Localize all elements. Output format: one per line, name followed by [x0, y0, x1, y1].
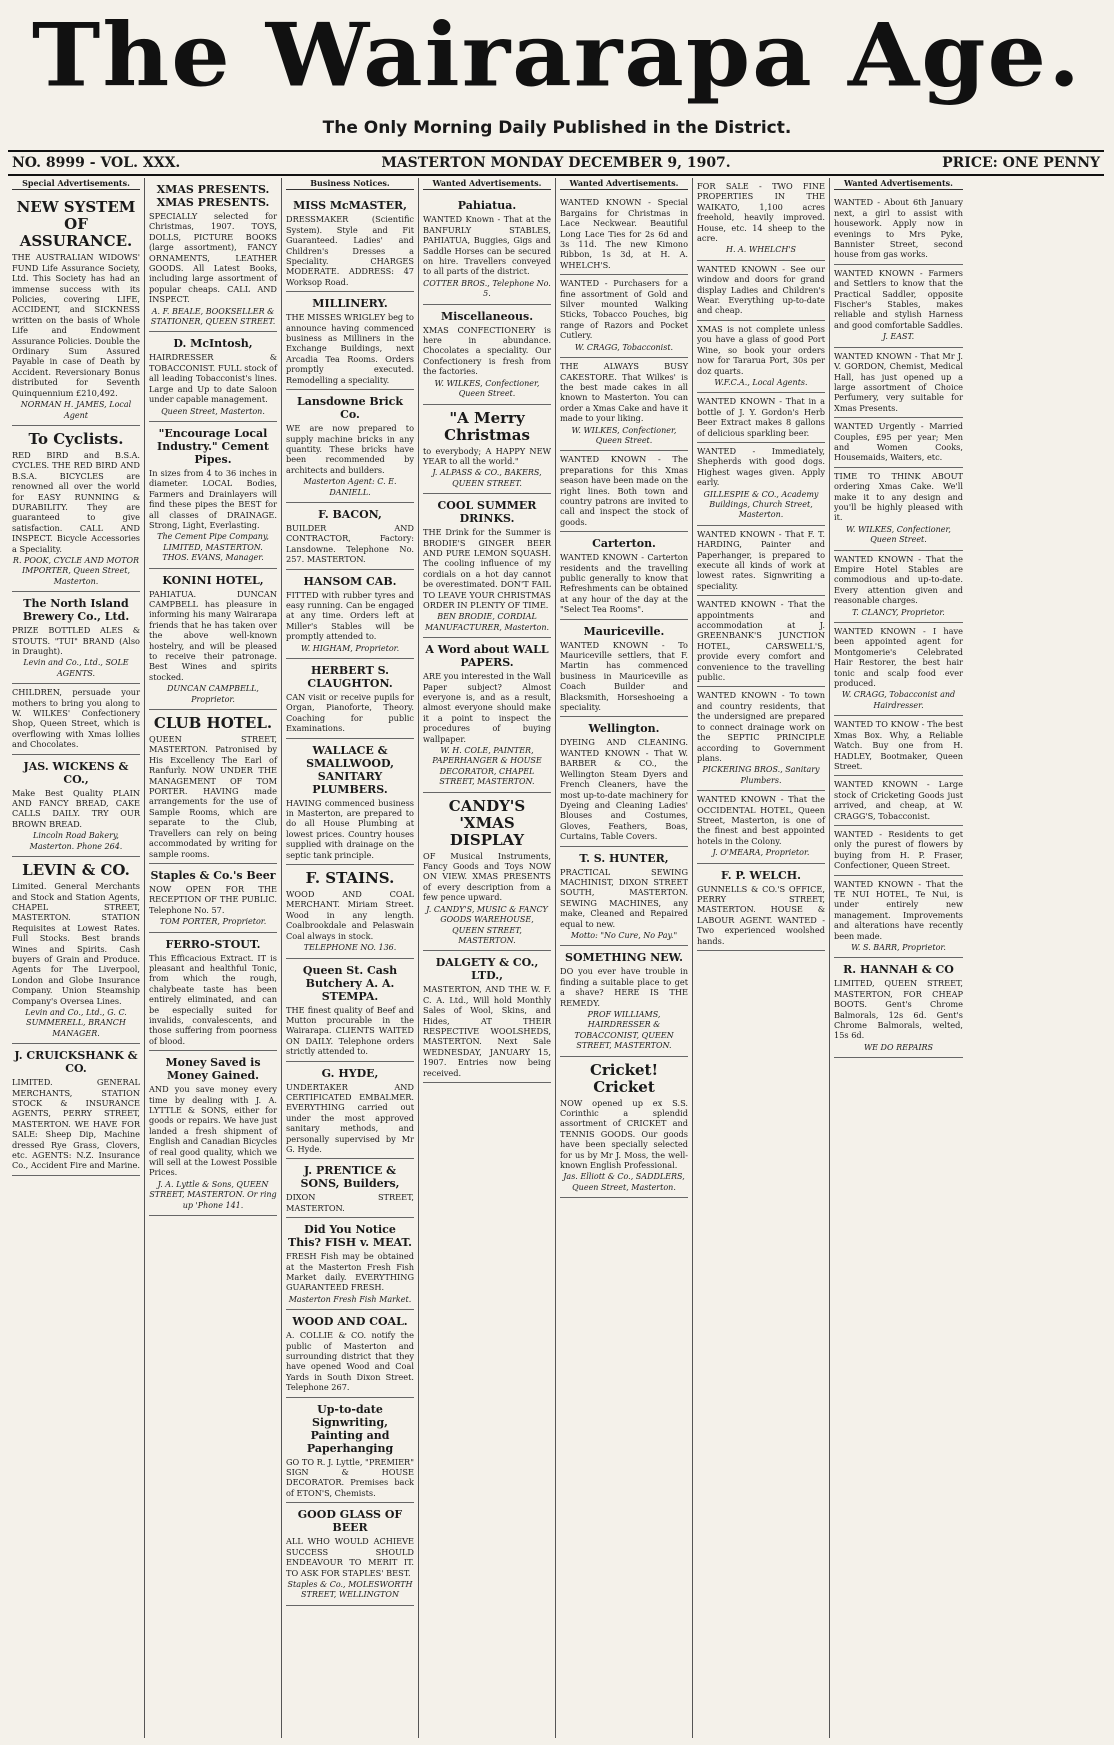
- ad-title: Money Saved is Money Gained.: [165, 1056, 261, 1083]
- ad-title: "Encourage Local Industry." Cement Pipes.: [157, 426, 269, 466]
- advertisement: [423, 305, 551, 405]
- ad-body: AND you save money every time by dealing with J. A. LYTTLE & SONS, either for goods or repairs. We have just landed a fresh shipment of English and Canadian Bicycles of real good quality, which we will sell at the Lowest Possible Prices.: [149, 1084, 277, 1178]
- advertisement: [697, 526, 825, 596]
- ad-body: LIMITED. GENERAL MERCHANTS, STATION STOCK & INSURANCE AGENTS, PERRY STREET, MASTERTON. WE HAVE FOR SALE: Sheep Dip, Machine dressed Rye Grass, Clovers, etc. AGENTS: N.Z. Insurance Co., Accident Fire and Marine.: [12, 1077, 140, 1171]
- ad-body: WANTED KNOWN - Farmers and Settlers to know that the Practical Saddler, opposite Fischer's Stables, makes reliable and stylish Harness and good comfortable Saddles.: [834, 267, 963, 330]
- ad-signature: J. EAST.: [882, 332, 915, 342]
- ad-body: RED BIRD and B.S.A. CYCLES. THE RED BIRD AND B.S.A. BICYCLES are renowned all over the world for EASY RUNNING & DURABILITY. They are guaranteed to give satisfaction. CALL AND INSPECT. Bicycle Accessories a Speciality.: [12, 449, 140, 554]
- ad-title: KONINI HOTEL,: [162, 573, 264, 587]
- ad-title: CLUB HOTEL.: [153, 714, 273, 733]
- ad-title: XMAS PRESENTS. XMAS PRESENTS.: [156, 183, 270, 209]
- ad-body: WANTED Known - That at the BANFURLY STABLES, PAHIATUA, Buggies, Gigs and Saddle Horses can be secured on hire. Travellers conveyed to all parts of the district.: [423, 214, 551, 277]
- ad-signature: T. CLANCY, Proprietor.: [852, 607, 945, 617]
- advertisement: [12, 592, 140, 684]
- ad-signature: W. H. COLE, PAINTER, PAPERHANGER & HOUSE DECORATOR, CHAPEL STREET, MASTERTON.: [432, 746, 542, 787]
- ad-body: PAHIATUA. DUNCAN CAMPBELL has pleasure in informing his many Wairarapa friends that he has taken over the above well-known hostelry, and will be pleased to receive their patronage. Best Wines and spirits stocked.: [149, 588, 277, 682]
- ad-body: NOW opened up ex S.S. Corinthic a splendid assortment of CRICKET and TENNIS GOODS. Our goods have been specially selected for us by Mr J. Moss, the well-known English Professional.: [560, 1097, 688, 1171]
- advertisement: [149, 332, 277, 421]
- ad-body: A. COLLIE & CO. notify the public of Masterton and surrounding district that they have opened Wood and Coal Yards in South Dixon Street. Telephone 267.: [286, 1330, 414, 1393]
- advertisement: [149, 422, 277, 569]
- ad-body: WANTED KNOWN - That the TE NUI HOTEL, Te Nui, is under entirely new management. Improvements and alterations have recently been made.: [834, 878, 963, 941]
- ad-body: WANTED KNOWN - That F. T. HARDING, Painter and Paperhanger, is prepared to execute all kinds of work at lowest rates. Signwriting a speciality.: [697, 528, 825, 591]
- ad-signature: WE DO REPAIRS: [863, 1042, 934, 1052]
- ad-body: WANTED KNOWN - Special Bargains for Christmas in Lace Neckwear. Beautiful Long Lace Ties for 2s 6d and 3s 11d. The new Kimono Ribbon, 1s 3d, at H. A. WHELCH'S.: [560, 197, 688, 270]
- advertisement: [560, 275, 688, 358]
- ad-title: MILLINERY.: [312, 297, 388, 311]
- ad-body: THE Drink for the Summer is BRODIE'S GINGER BEER AND PURE LEMON SQUASH. The cooling influence of my cordials on a hot day cannot be overestimated. DON'T FAIL TO LEAVE YOUR CHRISTMAS ORDER IN PLENTY OF TIME.: [423, 527, 551, 610]
- advertisement: [697, 596, 825, 687]
- advertisement: [286, 1310, 414, 1397]
- advertisement: [149, 710, 277, 864]
- ad-title: F. P. WELCH.: [721, 868, 801, 882]
- ad-body: WANTED Urgently - Married Couples, £95 per year; Men and Women Cooks, Housemaids, Waiters, etc.: [834, 421, 963, 463]
- ad-body: MASTERTON, AND THE W. F. C. A. Ltd., Will hold Monthly Sales of Wool, Skins, and Hides, AT THEIR RESPECTIVE WOOLSHEDS, MASTERTON. Next Sale WEDNESDAY, JANUARY 15, 1907. Entries now being received.: [423, 984, 551, 1078]
- ad-body: HAVING commenced business in Masterton, are prepared to do all House Plumbing at lowest prices. Country houses supplied with drainage on the septic tank principle.: [286, 797, 414, 860]
- ad-signature: R. POOK, CYCLE AND MOTOR IMPORTER, Queen Street, Masterton.: [12, 555, 140, 586]
- advertisement: [149, 864, 277, 933]
- advertisement: [286, 959, 414, 1062]
- ad-title: HERBERT S. CLAUGHTON.: [307, 664, 393, 690]
- ad-body: to everybody; A HAPPY NEW YEAR to all the world.": [423, 445, 551, 466]
- ad-title: JAS. WICKENS & CO.,: [23, 759, 129, 786]
- ad-signature: Jas. Elliott & Co., SADDLERS, Queen Street, Masterton.: [563, 1172, 685, 1192]
- ad-title: To Cyclists.: [28, 429, 124, 448]
- advertisement: [12, 426, 140, 592]
- ad-body: XMAS is not complete unless you have a glass of good Port Wine, so book your orders now for Tararua Port, 30s per doz quarts.: [697, 323, 825, 376]
- ad-signature: W. WILKES, Confectioner, Queen Street.: [571, 425, 677, 445]
- ad-body: WANTED KNOWN - The preparations for this Xmas season have been made on the right lines. Both town and country patrons are invited to call and inspect the stock of goods.: [560, 454, 688, 527]
- ad-title: FERRO-STOUT.: [165, 937, 261, 951]
- advertisement: [286, 1062, 414, 1160]
- ad-body: CAN visit or receive pupils for Organ, Pianoforte, Theory. Coaching for public Examinations.: [286, 692, 414, 734]
- ad-signature: J. O'MEARA, Proprietor.: [712, 848, 810, 858]
- ad-title: R. HANNAH & CO: [843, 963, 954, 977]
- advertisement: [286, 1218, 414, 1310]
- ad-signature: J. CANDY'S, MUSIC & FANCY GOODS WAREHOUSE, QUEEN STREET, MASTERTON.: [426, 904, 548, 945]
- ad-body: WANTED KNOWN - That in a bottle of J. Y. Gordon's Herb Beer Extract makes 8 gallons of delicious sparkling beer.: [697, 396, 825, 438]
- ad-title: HANSOM CAB.: [303, 574, 397, 588]
- dateline: [8, 150, 1104, 176]
- ad-signature: Motto: "No Cure, No Pay.": [570, 930, 678, 940]
- ad-title: GOOD GLASS OF BEER: [297, 1508, 403, 1535]
- ad-body: WANTED - Residents to get only the purest of flowers by buying from H. P. Fraser, Confectioner, Queen Street.: [834, 828, 963, 871]
- ad-body: THE ALWAYS BUSY CAKESTORE. That Wilkes' is the best made cakes in all known to Masterton. You can order a Xmas Cake and have it made to your liking.: [560, 361, 688, 424]
- ad-body: BUILDER AND CONTRACTOR, Factory: Lansdowne. Telephone No. 257. MASTERTON.: [286, 522, 414, 565]
- ad-body: WE are now prepared to supply machine bricks in any quantity. These bricks have been recommended by architects and builders.: [286, 423, 414, 475]
- ad-body: WANTED KNOWN - That the OCCIDENTAL HOTEL, Queen Street, Masterton, is one of the finest and best appointed hotels in the Colony.: [697, 794, 825, 846]
- advertisement: [834, 265, 963, 348]
- ad-title: F. BACON,: [318, 507, 382, 521]
- advertisement: [286, 1398, 414, 1504]
- advertisement: [286, 292, 414, 390]
- advertisement: [697, 687, 825, 791]
- ad-signature: COTTER BROS., Telephone No. 5.: [423, 278, 551, 299]
- ad-body: Limited. General Merchants and Stock and Station Agents, CHAPEL STREET, MASTERTON. STATION Requisites at Lowest Rates. Full Stocks. Best brands Wines and Spirits. Cash buyers of Grain and Produce. Agents for The Liverpool, London and Globe Insurance Company. Union Steamship Company's Oversea Lines.: [12, 881, 140, 1006]
- ad-title: SOMETHING NEW.: [565, 951, 683, 965]
- advertisement: [12, 1044, 140, 1176]
- ad-title: A Word about WALL PAPERS.: [425, 643, 549, 670]
- issue-price: PRICE: ONE PENNY: [942, 155, 1100, 171]
- ad-body: CHILDREN, persuade your mothers to bring you along to W. WILKES' Confectionery Shop, Queen Street, which is overflowing with Xmas lollies and Chocolates.: [12, 687, 140, 750]
- ad-signature: TOM PORTER, Proprietor.: [159, 917, 267, 927]
- newspaper-title: The Wairarapa Age.: [31, 3, 1083, 107]
- advertisement: [834, 716, 963, 776]
- ad-body: This Efficacious Extract. IT is pleasant and healthful Tonic, from which the rough, chalybeate taste has been entirely eliminated, and can be especially suited for invalids, convalescents, and those suffering from poorness of blood.: [149, 952, 277, 1046]
- ad-signature: W. CRAGG, Tobacconist.: [574, 342, 674, 352]
- ad-title: WOOD AND COAL.: [292, 1315, 408, 1329]
- ad-signature: J. A. Lyttle & Sons, QUEEN STREET, MASTERTON. Or ring up 'Phone 141.: [149, 1179, 277, 1210]
- ad-title: DALGETY & CO., LTD.,: [435, 956, 539, 983]
- ad-body: TIME TO THINK ABOUT ordering Xmas Cake. We'll make it to any design and you'll be highly pleased with it.: [834, 470, 963, 523]
- ad-body: FITTED with rubber tyres and easy running. Can be engaged at any time. Orders left at Miller's Stables will be promptly attended to.: [286, 589, 414, 642]
- ad-signature: DUNCAN CAMPBELL, Proprietor.: [167, 684, 259, 704]
- ad-title: Miscellaneous.: [440, 309, 534, 323]
- ad-title: J. CRUICKSHANK & CO.: [14, 1049, 138, 1076]
- column-heading: Wanted Advertisements.: [423, 178, 551, 190]
- ad-title: "A Merry Christmas: [444, 408, 530, 444]
- issue-number: NO. 8999 - VOL. XXX.: [12, 155, 181, 171]
- ad-body: UNDERTAKER AND CERTIFICATED EMBALMER. EVERYTHING carried out under the most approved sanitary methods, and personally supervised by Mr G. Hyde.: [286, 1081, 414, 1154]
- column-heading: Special Advertisements.: [12, 178, 140, 190]
- advertisement: [834, 876, 963, 959]
- ad-body: WANTED KNOWN - Large stock of Cricketing Goods just arrived, and cheap, at W. CRAGG'S, Tobacconist.: [834, 779, 963, 821]
- ad-title: G. HYDE,: [321, 1066, 379, 1080]
- ad-body: SPECIALLY selected for Christmas, 1907. TOYS, DOLLS, PICTURE BOOKS (large assortment), FANCY ORNAMENTS, LEATHER GOODS. All Latest Books, including large assortment of popular cheaps. CALL AND INSPECT.: [149, 211, 277, 305]
- ad-title: D. McIntosh,: [173, 337, 253, 351]
- ad-signature: GILLESPIE & CO., Academy Buildings, Church Street, Masterton.: [703, 489, 819, 520]
- ad-signature: W. S. BARR, Proprietor.: [851, 943, 946, 952]
- advertisement: [697, 261, 825, 321]
- ad-title: F. STAINS.: [305, 869, 395, 888]
- ad-body: XMAS CONFECTIONERY is here in abundance. Chocolates a speciality. Our Confectionery is fresh from the factories.: [423, 324, 551, 377]
- ad-body: ALL WHO WOULD ACHIEVE SUCCESS SHOULD ENDEAVOUR TO MERIT IT. TO ASK FOR STAPLES' BEST.: [286, 1536, 414, 1578]
- ad-signature: Levin and Co., Ltd., G. C. SUMMERELL, BRANCH MANAGER.: [25, 1007, 127, 1038]
- ad-signature: PROF WILLIAMS, HAIRDRESSER & TOBACCONIST, QUEEN STREET, MASTERTON.: [574, 1010, 674, 1051]
- advertisement: [560, 946, 688, 1056]
- ad-body: DYEING AND CLEANING. WANTED KNOWN - That W. BARBER & CO., the Wellington Steam Dyers and French Cleaners, have the most up-to-date machinery for Dyeing and Cleaning Ladies' Blouses and Costumes, Gloves, Feathers, Boas, Curtains, Table Covers.: [560, 737, 688, 842]
- advertisement: [423, 494, 551, 638]
- ad-title: COOL SUMMER DRINKS.: [437, 499, 537, 526]
- advertisement: [286, 570, 414, 659]
- ad-signature: W. HIGHAM, Proprietor.: [300, 643, 400, 653]
- ad-signature: A. F. BEALE, BOOKSELLER & STATIONER, QUEEN STREET.: [150, 306, 276, 327]
- advertisement: [697, 393, 825, 443]
- advertisement: [286, 194, 414, 292]
- ad-title: J. PRENTICE & SONS, Builders,: [300, 1164, 400, 1191]
- ad-body: WANTED KNOWN - I have been appointed agent for Montgomerie's Celebrated Hair Restorer, the best hair tonic and scalp food ever produced.: [834, 626, 963, 689]
- advertisement: [423, 951, 551, 1083]
- ad-body: THE MISSES WRIGLEY beg to announce having commenced business as Milliners in the Exchange Buildings, next Arcadia Tea Rooms. Orders promptly executed. Remodelling a speciality.: [286, 312, 414, 385]
- ad-title: Did You Notice This? FISH v. MEAT.: [288, 1223, 412, 1250]
- advertisement: [560, 847, 688, 947]
- ad-signature: W. WILKES, Confectioner, Queen Street.: [846, 524, 951, 545]
- ad-body: WANTED KNOWN - Carterton residents and the travelling public generally to know that Refreshments can be obtained at any hour of the day at the "Select Tea Rooms".: [560, 552, 688, 615]
- ad-title: Carterton.: [592, 537, 656, 551]
- ad-signature: Queen Street, Masterton.: [161, 406, 265, 416]
- ad-signature: H. A. WHELCH'S: [725, 245, 797, 255]
- column-1: [8, 178, 145, 1738]
- advertisement: [697, 864, 825, 951]
- column-heading: Wanted Advertisements.: [834, 178, 963, 190]
- ad-body: WANTED - Purchasers for a fine assortment of Gold and Silver mounted Walking Sticks, Tobacco Pouches, big range of Razors and Pocket Cutlery.: [560, 278, 688, 341]
- ad-body: WANTED KNOWN - That the appointments and accommodation at J. GREENBANK'S JUNCTION HOTEL, CARSWELL'S, provide every comfort and convenience to the travelling public.: [697, 599, 825, 683]
- ad-signature: W. CRAGG, Tobacconist and Hairdresser.: [841, 690, 956, 710]
- ad-signature: The Cement Pipe Company, LIMITED, MASTERTON. THOS. EVANS, Manager.: [157, 532, 269, 563]
- ad-title: Staples & Co.'s Beer: [150, 868, 276, 882]
- advertisement: [834, 776, 963, 826]
- ad-title: MISS McMASTER,: [293, 199, 407, 213]
- ad-body: WANTED KNOWN - See our window and doors for grand display Ladies and Children's Wear. Everything up-to-date and cheap.: [697, 263, 825, 316]
- ad-body: WANTED KNOWN - To town and country residents, that the undersigned are prepared to connect drainage work on the SEPTIC PRINCIPLE according to Government plans.: [697, 690, 825, 763]
- advertisement: [286, 739, 414, 865]
- ad-body: THE AUSTRALIAN WIDOWS' FUND Life Assurance Society, Ltd. This Society has had an immense success with its Policies, covering LIFE, ACCIDENT, and SICKNESS written on the basis of Whole Life and Endowment Assurance Policies. Double the Ordinary Sum Assured Payable in case of Death by Accident. Reversionary Bonus distributed for Seventh Quinquennium £210,492.: [12, 252, 140, 398]
- ad-body: WANTED TO KNOW - The best Xmas Box. Why, a Reliable Watch. Buy one from H. HADLEY, Bootmaker, Queen Street.: [834, 719, 963, 771]
- advertisement: [697, 443, 825, 526]
- ad-body: WANTED KNOWN - That the Empire Hotel Stables are commodious and up-to-date. Every attention given and reasonable charges.: [834, 553, 963, 606]
- advertisement: [286, 659, 414, 739]
- ad-body: WANTED KNOWN - To Mauriceville settlers, that F. Martin has commenced business in Mauriceville as Coach Builder and Blacksmith, Horseshoeing a speciality.: [560, 639, 688, 713]
- ad-title: Cricket! Cricket: [589, 1060, 659, 1096]
- ad-body: In sizes from 4 to 36 inches in diameter. LOCAL Bodies, Farmers and Drainlayers will find these pipes the BEST for all classes of DRAINAGE. Strong, Light, Everlasting.: [149, 467, 277, 530]
- ad-title: CANDY'S 'XMAS DISPLAY: [448, 796, 526, 849]
- advertisement: [834, 623, 963, 716]
- advertisement: [149, 933, 277, 1052]
- advertisement: [834, 348, 963, 418]
- advertisement: [697, 178, 825, 261]
- advertisement: [834, 958, 963, 1058]
- ad-body: ARE you interested in the Wall Paper subject? Almost everyone is, and as a result, almost everyone should make it a point to inspect the procedures of buying wallpaper.: [423, 671, 551, 744]
- ad-body: DO you ever have trouble in finding a suitable place to get a shave? HERE IS THE REMEDY.: [560, 966, 688, 1008]
- ad-body: GUNNELLS & CO.'S OFFICE, PERRY STREET, MASTERTON. HOUSE & LABOUR AGENT. WANTED - Two experienced woolshed hands.: [697, 883, 825, 946]
- advertisement: [834, 418, 963, 468]
- advertisement: [423, 405, 551, 495]
- ad-signature: W. WILKES, Confectioner, Queen Street.: [434, 378, 540, 399]
- ad-body: HAIRDRESSER & TOBACCONIST. FULL stock of all leading Tobacconist's lines. Large and Up to date Saloon under capable management.: [149, 352, 277, 405]
- ad-signature: J. ALPASS & CO., BAKERS, QUEEN STREET.: [432, 468, 542, 488]
- advertisement: [560, 358, 688, 451]
- advertisement: [560, 194, 688, 275]
- advertisement: [286, 1503, 414, 1605]
- ad-body: WANTED - About 6th January next, a girl to assist with housework. Apply now in evenings to Mrs Pyke, Bannister Street, second house from gas works.: [834, 197, 963, 260]
- ad-body: OF Musical Instruments, Fancy Goods and Toys NOW ON VIEW. XMAS PRESENTS of every description from a few pence upward.: [423, 850, 551, 903]
- ad-title: Queen St. Cash Butchery A. A. STEMPA.: [302, 963, 398, 1003]
- ad-title: Mauriceville.: [583, 624, 665, 638]
- ad-signature: Staples & Co., MOLESWORTH STREET, WELLINGTON: [287, 1579, 413, 1600]
- advertisement: [834, 468, 963, 551]
- column-heading: Wanted Advertisements.: [560, 178, 688, 190]
- ad-body: PRACTICAL SEWING MACHINIST, DIXON STREET SOUTH, MASTERTON. SEWING MACHINES, any make, Cleaned and Repaired equal to new.: [560, 866, 688, 929]
- ad-signature: Masterton Fresh Fish Market.: [288, 1294, 412, 1304]
- page-columns: [8, 178, 1104, 1738]
- ad-body: Make Best Quality PLAIN AND FANCY BREAD, CAKE CALLS DAILY. TRY OUR BROWN BREAD.: [12, 787, 140, 829]
- ad-body: DIXON STREET, MASTERTON.: [286, 1192, 414, 1213]
- advertisement: [149, 178, 277, 332]
- advertisement: [560, 620, 688, 718]
- advertisement: [423, 638, 551, 792]
- advertisement: [12, 857, 140, 1044]
- masthead: [0, 0, 1114, 118]
- ad-signature: Masterton Agent: C. E. DANIELL.: [303, 477, 397, 497]
- ad-body: WOOD AND COAL MERCHANT. Miriam Street. Wood in any length. Coalbrookdale and Pelaswain Coal always in stock.: [286, 889, 414, 941]
- ad-title: NEW SYSTEM OF ASSURANCE.: [16, 198, 136, 251]
- advertisement: [834, 551, 963, 623]
- ad-signature: Levin and Co., Ltd., SOLE AGENTS.: [23, 658, 129, 678]
- ad-body: NOW OPEN FOR THE RECEPTION OF THE PUBLIC. Telephone No. 57.: [149, 883, 277, 915]
- ad-title: Lansdowne Brick Co.: [297, 395, 403, 422]
- ad-signature: Lincoln Road Bakery, Masterton. Phone 264.: [29, 831, 123, 851]
- ad-title: The North Island Brewery Co., Ltd.: [22, 597, 130, 624]
- ad-body: LIMITED, QUEEN STREET, MASTERTON, FOR CHEAP BOOTS. Gent's Chrome Balmorals, 12s 6d. Gent's Chrome Balmorals, welted, 15s 6d.: [834, 978, 963, 1041]
- advertisement: [286, 1159, 414, 1218]
- column-heading: Business Notices.: [286, 178, 414, 190]
- ad-body: WANTED - Immediately, Shepherds with good dogs. Highest wages given. Apply early.: [697, 445, 825, 488]
- advertisement: [423, 194, 551, 304]
- ad-body: DRESSMAKER (Scientific System). Style and Fit Guaranteed. Ladies' and Children's Dresses a Speciality. CHARGES MODERATE. ADDRESS: 47 Worksop Road.: [286, 214, 414, 287]
- ad-title: Pahiatua.: [457, 199, 517, 213]
- ad-title: Up-to-date Signwriting, Painting and Paperhanging: [306, 1402, 394, 1455]
- tagline: The Only Morning Daily Published in the District.: [322, 118, 792, 138]
- issue-date: MASTERTON MONDAY DECEMBER 9, 1907.: [381, 155, 731, 171]
- column-4: [419, 178, 556, 1738]
- column-5: [556, 178, 693, 1738]
- column-3: [282, 178, 419, 1738]
- ad-signature: W.F.C.A., Local Agents.: [714, 377, 808, 387]
- ad-body: QUEEN STREET, MASTERTON. Patronised by His Excellency The Earl of Ranfurly. NOW UNDER THE MANAGEMENT OF TOM PORTER. HAVING made arrangements for the use of Sample Rooms, which are separate to the Club, Travellers can rely on being accommodated by writing for sample rooms.: [149, 734, 277, 859]
- column-2: [145, 178, 282, 1738]
- advertisement: [149, 569, 277, 710]
- ad-signature: BEN BRODIE, CORDIAL MANUFACTURER, Masterton.: [424, 612, 550, 632]
- advertisement: [12, 684, 140, 754]
- advertisement: [560, 451, 688, 532]
- advertisement: [149, 1051, 277, 1216]
- ad-signature: PICKERING BROS., Sanitary Plumbers.: [702, 765, 820, 785]
- ad-body: WANTED KNOWN - That Mr J. V. GORDON, Chemist, Medical Hall, has just opened up a large assortment of Choice Perfumery, very suitable for Xmas Presents.: [834, 350, 963, 413]
- ad-body: FRESH Fish may be obtained at the Masterton Fresh Fish Market daily. EVERYTHING GUARANTEED FRESH.: [286, 1251, 414, 1293]
- advertisement: [286, 503, 414, 570]
- advertisement: [697, 791, 825, 863]
- advertisement: [560, 532, 688, 619]
- advertisement: [12, 194, 140, 426]
- advertisement: [12, 755, 140, 857]
- advertisement: [560, 717, 688, 846]
- advertisement: [560, 1057, 688, 1199]
- ad-body: GO TO R. J. Lyttle, "PREMIER" SIGN & HOUSE DECORATOR. Premises back of ETON'S, Chemists.: [286, 1456, 414, 1498]
- advertisement: [286, 390, 414, 503]
- ad-signature: TELEPHONE NO. 136.: [303, 943, 397, 953]
- advertisement: [697, 321, 825, 393]
- ad-title: T. S. HUNTER,: [579, 851, 669, 865]
- column-7: [830, 178, 967, 1738]
- ad-body: FOR SALE - TWO FINE PROPERTIES IN THE WAIKATO, 1,100 acres freehold, heavily improved. House, etc. 14 sheep to the acre.: [697, 181, 825, 244]
- ad-body: PRIZE BOTTLED ALES & STOUTS. "TUI" BRAND (Also in Draught).: [12, 625, 140, 656]
- advertisement: [286, 865, 414, 958]
- ad-body: THE finest quality of Beef and Mutton procurable in the Wairarapa. CLIENTS WAITED ON DAILY. Telephone orders strictly attended to.: [286, 1004, 414, 1057]
- advertisement: [834, 826, 963, 876]
- column-6: [693, 178, 830, 1738]
- ad-title: LEVIN & CO.: [22, 861, 130, 880]
- ad-signature: NORMAN H. JAMES, Local Agent: [20, 400, 132, 420]
- advertisement: [423, 793, 551, 952]
- advertisement: [834, 194, 963, 264]
- ad-title: Wellington.: [588, 722, 660, 736]
- ad-title: WALLACE & SMALLWOOD, SANITARY PLUMBERS.: [306, 743, 394, 796]
